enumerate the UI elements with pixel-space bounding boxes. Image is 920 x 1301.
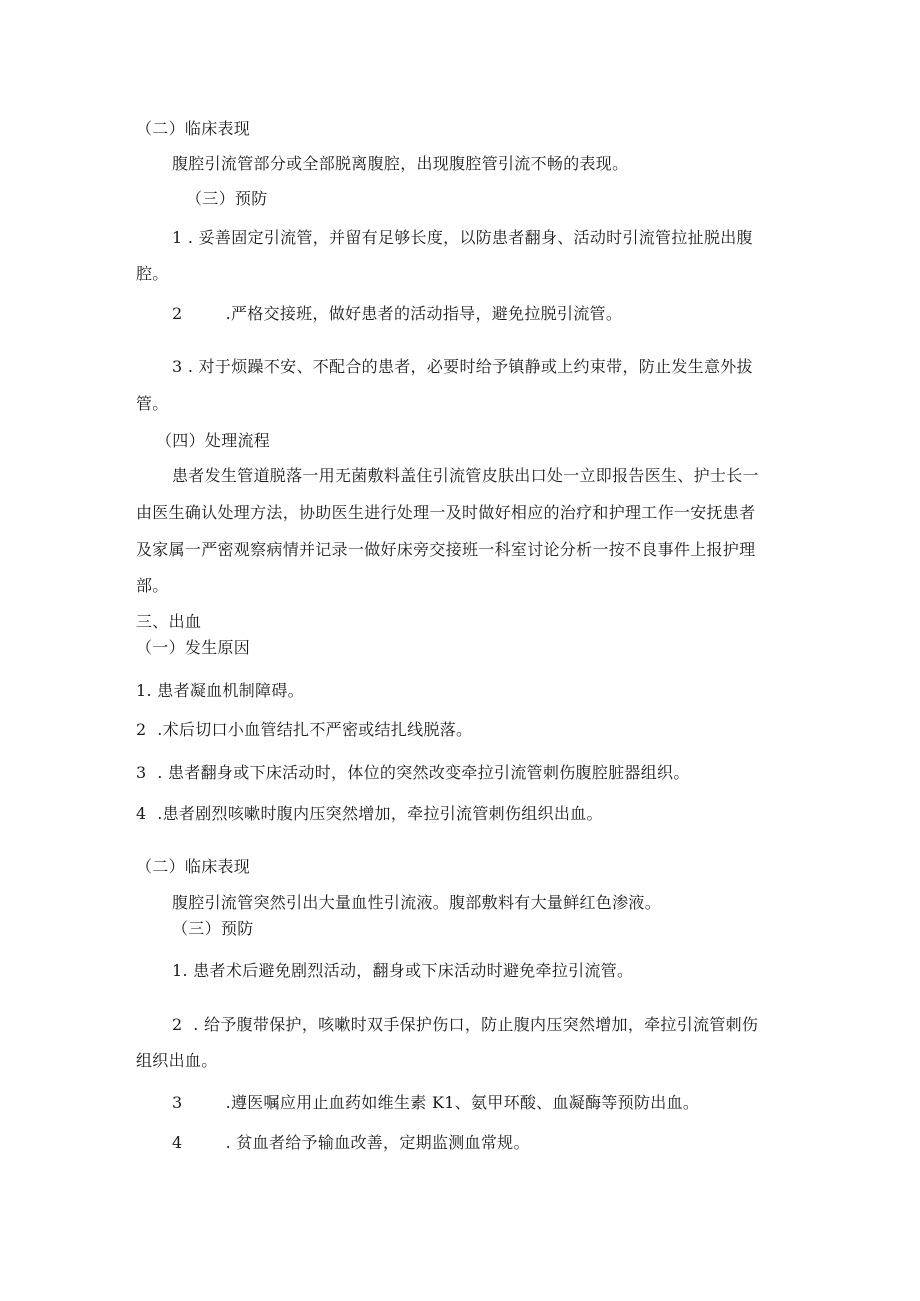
list-item: 3 . 对于烦躁不安、不配合的患者，必要时给予镇静或上约束带，防止发生意外拔: [172, 357, 753, 376]
list-item: 2 .术后切口小血管结扎不严密或结扎线脱落。: [136, 720, 473, 739]
section-heading-cause: （一）发生原因: [136, 638, 251, 657]
list-item: 4 .患者剧烈咳嗽时腹内压突然增加，牵拉引流管刺伤组织出血。: [136, 804, 603, 823]
list-item: 1. 患者术后避免剧烈活动，翻身或下床活动时避免牵拉引流管。: [172, 961, 634, 980]
list-item-continuation: 组织出血。: [136, 1051, 218, 1070]
paragraph-line: 部。: [136, 576, 169, 595]
list-item: 3 . 患者翻身或下床活动时，体位的突然改变牵拉引流管刺伤腹腔脏器组织。: [136, 763, 690, 782]
list-item-continuation: 管。: [136, 394, 169, 413]
list-item: 1. 患者凝血机制障碍。: [136, 681, 304, 700]
section-heading-clinical: （二）临床表现: [136, 119, 251, 138]
list-item: 4 . 贫血者给予输血改善，定期监测血常规。: [172, 1133, 530, 1152]
section-heading-procedure: （四）处理流程: [156, 431, 271, 450]
list-item-continuation: 腔。: [136, 264, 169, 283]
section-heading-prevention: （三）预防: [172, 919, 254, 938]
paragraph: 腹腔引流管突然引出大量血性引流液。腹部敷料有大量鲜红色渗液。: [172, 893, 662, 912]
paragraph: 腹腔引流管部分或全部脱离腹腔，出现腹腔管引流不畅的表现。: [172, 154, 629, 173]
chapter-title: 三、出血: [136, 612, 202, 631]
list-item: 2 . 给予腹带保护，咳嗽时双手保护伤口，防止腹内压突然增加，牵拉引流管刺伤: [172, 1015, 759, 1034]
list-item: 2 .严格交接班，做好患者的活动指导，避免拉脱引流管。: [172, 304, 623, 323]
section-heading-prevention: （三）预防: [186, 189, 268, 208]
paragraph-line: 患者发生管道脱落一用无菌敷料盖住引流管皮肤出口处一立即报告医生、护士长一: [172, 466, 759, 485]
paragraph-line: 由医生确认处理方法，协助医生进行处理一及时做好相应的治疗和护理工作一安抚患者: [136, 503, 756, 522]
paragraph-line: 及家属一严密观察病情并记录一做好床旁交接班一科室讨论分析一按不良事件上报护理: [136, 540, 756, 559]
list-item: 1 . 妥善固定引流管，并留有足够长度，以防患者翻身、活动时引流管拉扯脱出腹: [172, 228, 753, 247]
section-heading-clinical: （二）临床表现: [136, 857, 251, 876]
list-item: 3 .遵医嘱应用止血药如维生素 K1、氨甲环酸、血凝酶等预防出血。: [172, 1093, 700, 1112]
